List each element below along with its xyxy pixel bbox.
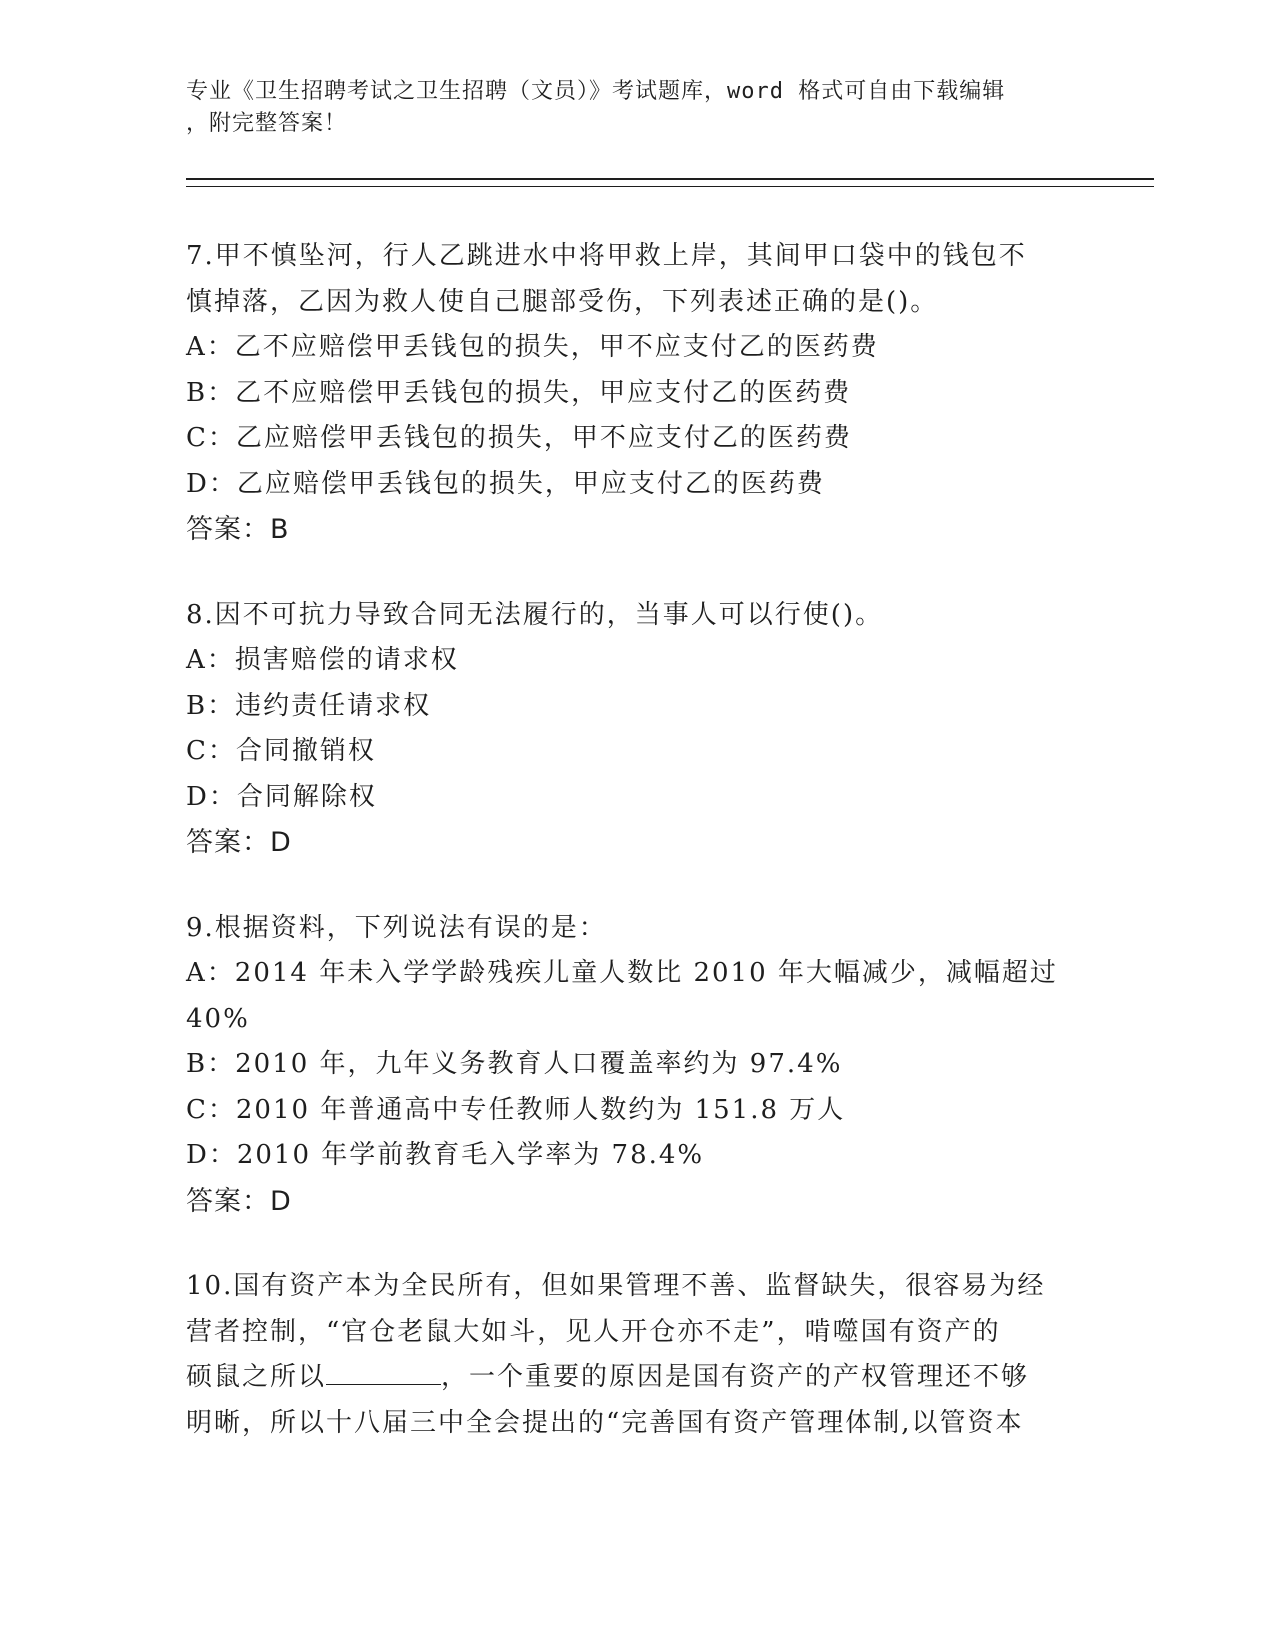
question-text-line: 7.甲不慎坠河，行人乙跳进水中将甲救上岸，其间甲口袋中的钱包不 (186, 241, 1027, 271)
option-c: C：合同撤销权 (186, 736, 376, 766)
text-before-blank: 硕鼠之所以 (186, 1362, 327, 1392)
option-a: A：损害赔偿的请求权 (186, 645, 459, 675)
option-d: D：2010 年学前教育毛入学率为 78.4% (186, 1140, 705, 1170)
option-b: B：2010 年，九年义务教育人口覆盖率约为 97.4% (186, 1049, 843, 1079)
option-a-continued: 40% (186, 1003, 250, 1034)
question-list (186, 234, 1076, 1446)
question-7 (186, 234, 1076, 553)
answer: 答案：D (186, 827, 292, 858)
question-9 (186, 906, 1076, 1225)
question-text-line-with-blank (186, 1355, 1076, 1401)
option-c: C：乙应赔偿甲丢钱包的损失，甲不应支付乙的医药费 (186, 423, 852, 453)
answer: 答案：B (186, 514, 290, 545)
option-b: B：违约责任请求权 (186, 690, 432, 721)
question-10 (186, 1264, 1076, 1446)
option-a: A：2014 年未入学学龄残疾儿童人数比 2010 年大幅减少，减幅超过 (186, 958, 1058, 988)
page-header (186, 76, 1066, 140)
question-text-line: 8.因不可抗力导致合同无法履行的，当事人可以行使()。 (186, 599, 884, 630)
header-line-2: ，附完整答案！ (186, 111, 348, 136)
option-a: A：乙不应赔偿甲丢钱包的损失，甲不应支付乙的医药费 (186, 332, 879, 362)
question-text-line: 明晰，所以十八届三中全会提出的“完善国有资产管理体制,以管资本 (186, 1407, 1024, 1438)
question-8 (186, 593, 1076, 866)
question-text-line: 营者控制，“官仓老鼠大如斗，见人开仓亦不走”，啃噬国有资产的 (186, 1316, 1001, 1347)
option-b: B：乙不应赔偿甲丢钱包的损失，甲应支付乙的医药费 (186, 377, 852, 408)
header-line-1: 专业《卫生招聘考试之卫生招聘（文员）》考试题库，word 格式可自由下载编辑 (186, 79, 1006, 104)
answer: 答案：D (186, 1185, 292, 1217)
question-text-line: 9.根据资料，下列说法有误的是： (186, 912, 607, 943)
fill-in-blank (326, 1362, 441, 1385)
option-d: D：合同解除权 (186, 781, 377, 812)
option-c: C：2010 年普通高中专任教师人数约为 151.8 万人 (186, 1094, 846, 1125)
question-text-line: 慎掉落，乙因为救人使自己腿部受伤，下列表述正确的是()。 (186, 286, 939, 317)
text-after-blank: ，一个重要的原因是国有资产的产权管理还不够 (441, 1362, 1030, 1392)
header-divider (186, 178, 1154, 187)
option-d: D：乙应赔偿甲丢钱包的损失，甲应支付乙的医药费 (186, 468, 825, 499)
question-text-line: 10.国有资产本为全民所有，但如果管理不善、监督缺失，很容易为经 (186, 1271, 1046, 1301)
